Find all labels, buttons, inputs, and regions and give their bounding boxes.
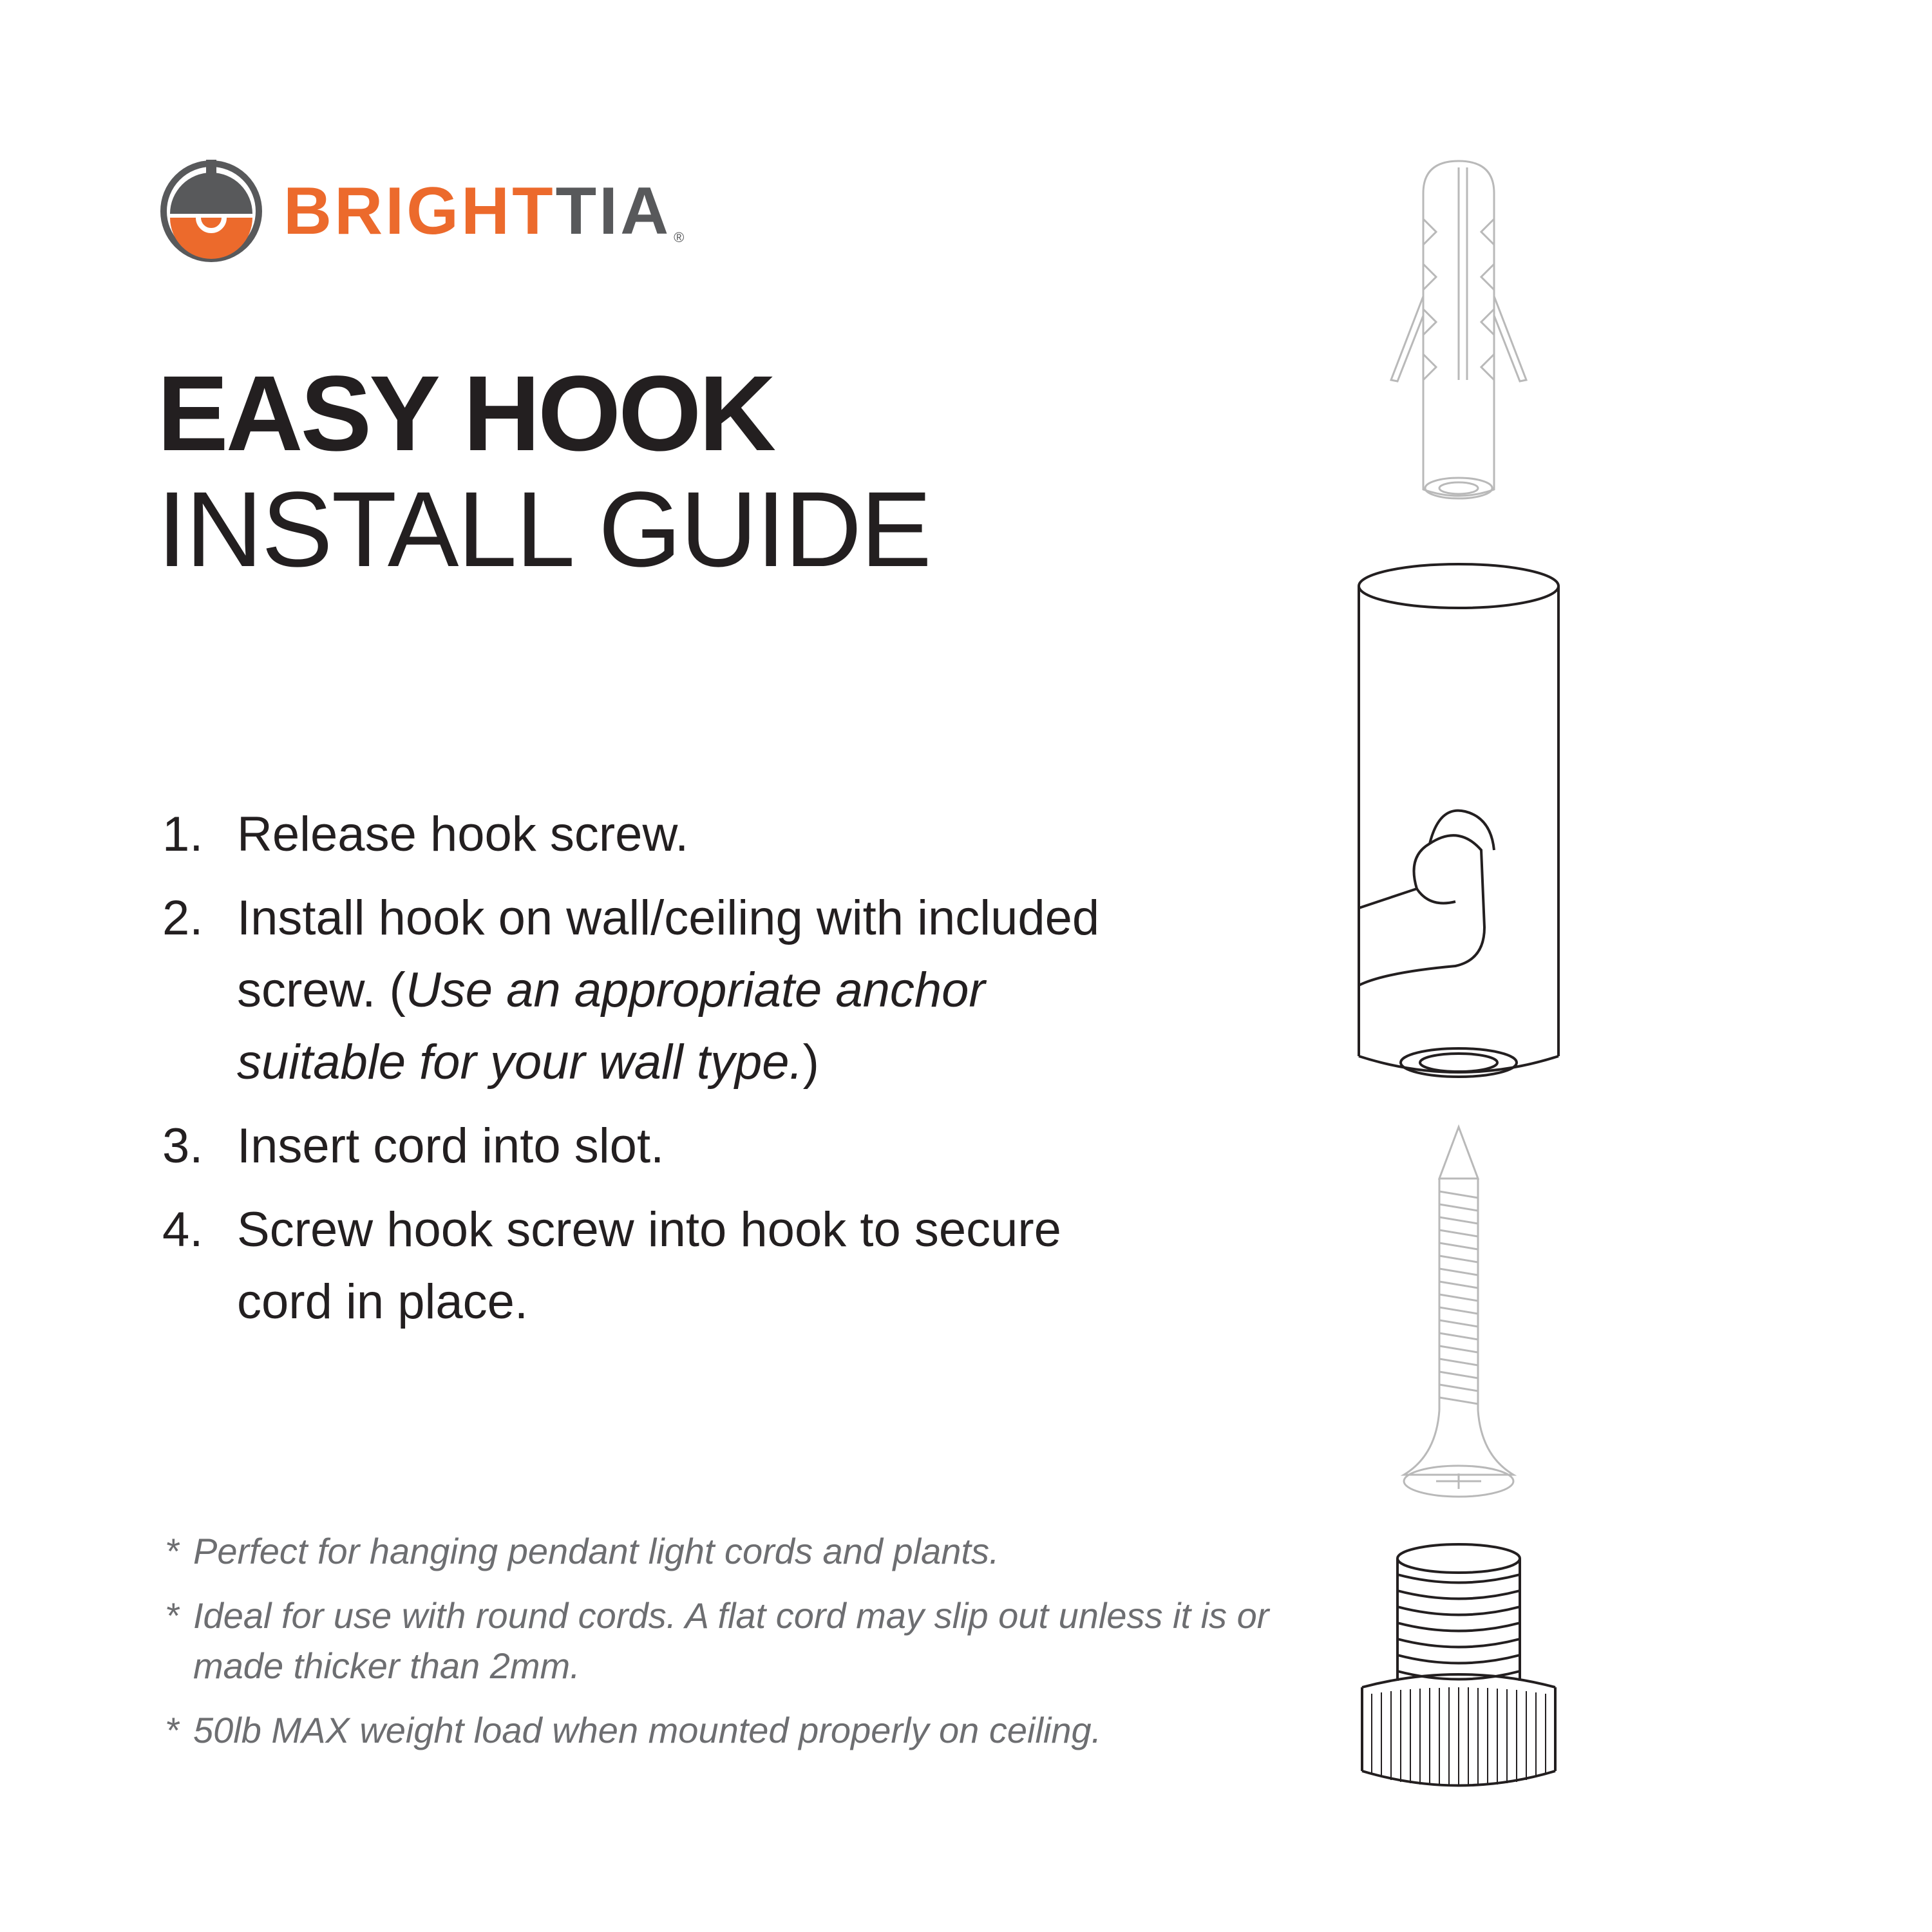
step-text: Insert cord into slot.	[237, 1119, 665, 1173]
step-text: Release hook screw.	[237, 807, 689, 862]
page-subtitle: INSTALL GUIDE	[157, 470, 931, 589]
hook-body-icon	[1359, 564, 1558, 1077]
step-text: Screw hook screw into hook to secure cord in place.	[237, 1202, 1061, 1329]
instruction-step	[162, 882, 1167, 1099]
step-text-group	[237, 882, 1167, 1099]
instruction-step	[162, 799, 1167, 871]
step-text: Install hook on wall/ceiling with included screw. (	[237, 891, 1100, 1018]
mounting-screw-icon	[1404, 1127, 1513, 1497]
note-item	[165, 1591, 1298, 1691]
note-text: Perfect for hanging pendant light cords and plants.	[193, 1531, 999, 1571]
brand-lamp-icon	[160, 160, 263, 263]
note-asterisk: *	[165, 1710, 179, 1750]
page-title: EASY HOOK	[157, 354, 774, 473]
step-number: 3.	[162, 1119, 204, 1173]
instruction-step	[162, 1194, 1167, 1338]
wall-anchor-icon	[1391, 161, 1526, 498]
note-item	[165, 1705, 1298, 1756]
note-text: 50lb MAX weight load when mounted properly on ceiling.	[193, 1710, 1102, 1750]
instruction-list	[162, 799, 1167, 1350]
note-asterisk: *	[165, 1531, 179, 1571]
brand-name-part2: TIA	[555, 174, 672, 249]
note-text: Ideal for use with round cords. A flat cord may slip out unless it is or made thicker than 2mm.	[193, 1595, 1269, 1686]
registered-mark: ®	[674, 229, 687, 245]
instruction-step	[162, 1110, 1167, 1182]
step-number: 1.	[162, 807, 204, 862]
step-number: 4.	[162, 1202, 204, 1257]
step-text-italic: Use an appropriate anchor suitable for your wall type.	[237, 963, 985, 1090]
brand-name-part1: BRIGHT	[283, 174, 556, 249]
step-text-after: )	[802, 1035, 819, 1090]
brand-logo	[160, 160, 687, 263]
note-item	[165, 1526, 1298, 1577]
step-number: 2.	[162, 891, 204, 945]
brand-wordmark	[283, 174, 687, 249]
notes-list	[165, 1526, 1298, 1770]
parts-illustration	[1327, 148, 1597, 1810]
note-asterisk: *	[165, 1595, 179, 1636]
hook-screw-icon	[1362, 1544, 1555, 1786]
